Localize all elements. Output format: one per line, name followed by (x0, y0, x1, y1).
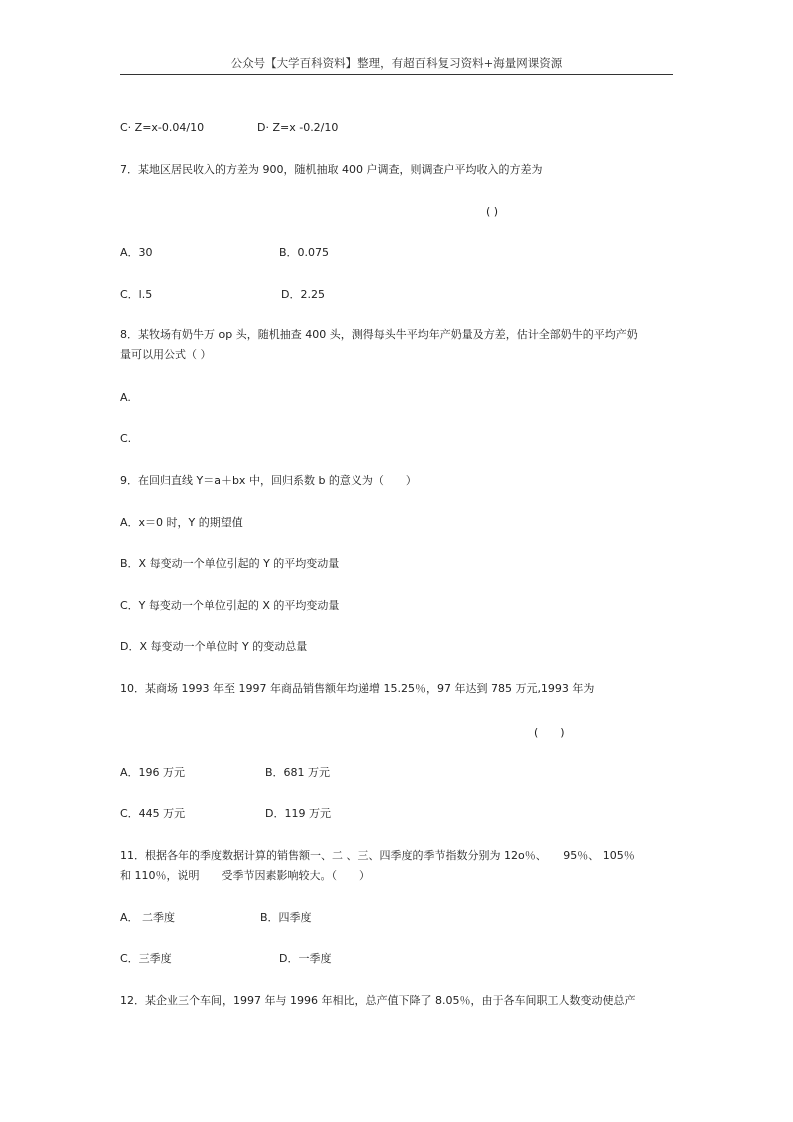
q10-option-d: D．119 万元 (265, 807, 331, 820)
q7-option-a: A．30 (120, 246, 153, 259)
q8-text-line2: 量可以用公式（ ） (120, 348, 212, 361)
q8-text-line1: 8．某牧场有奶牛万 op 头，随机抽查 400 头，测得每头牛平均年产奶量及方差，估计全部奶牛的平均产奶 (120, 328, 638, 341)
q11-text-line2: 和 110％，说明 受季节因素影响较大。（ ） (120, 869, 370, 882)
q9-option-c: C．Y 每变动一个单位引起的 X 的平均变动量 (120, 599, 340, 612)
q8-option-a: A. (120, 391, 131, 404)
q9-option-d: D．X 每变动一个单位时 Y 的变动总量 (120, 640, 308, 653)
q7-answer-paren: ( ) (486, 205, 499, 218)
q11-option-d: D．一季度 (279, 952, 332, 965)
q11-option-a: A． 二季度 (120, 911, 176, 924)
page-header: 公众号【大学百科资料】整理，有超百科复习资料+海量网课资源 (120, 55, 673, 75)
q6-option-d: D· Z=x -0.2/10 (257, 121, 339, 134)
q11-text-line1: 11．根据各年的季度数据计算的销售额一、二 、三、四季度的季节指数分别为 12o％、 95％、 105％ (120, 849, 635, 862)
q8-option-c: C. (120, 432, 132, 445)
q7-option-d: D．2.25 (281, 288, 325, 301)
q11-option-c: C．三季度 (120, 952, 172, 965)
q11-option-b: B．四季度 (260, 911, 312, 924)
q7-option-c: C．l.5 (120, 288, 153, 301)
q6-option-c: C· Z=x-0.04/10 (120, 121, 205, 134)
q9-text: 9．在回归直线 Y＝a＋bx 中，回归系数 b 的意义为（ ） (120, 474, 417, 487)
q7-text: 7．某地区居民收入的方差为 900，随机抽取 400 户调查，则调查户平均收入的方差为 (120, 163, 543, 176)
q10-option-b: B．681 万元 (265, 766, 331, 779)
q7-option-b: B．0.075 (279, 246, 330, 259)
q10-option-a: A．196 万元 (120, 766, 186, 779)
q10-text: 10．某商场 1993 年至 1997 年商品销售额年均递增 15.25％，97 年达到 785 万元,1993 年为 (120, 682, 595, 695)
q9-option-a: A．x＝0 时，Y 的期望值 (120, 516, 243, 529)
q10-option-c: C．445 万元 (120, 807, 186, 820)
q12-text: 12．某企业三个车间，1997 年与 1996 年相比，总产值下降了 8.05％，由于各车间职工人数变动使总产 (120, 994, 636, 1007)
q10-answer-paren: ( ) (534, 726, 565, 739)
q9-option-b: B．X 每变动一个单位引起的 Y 的平均变动量 (120, 557, 340, 570)
